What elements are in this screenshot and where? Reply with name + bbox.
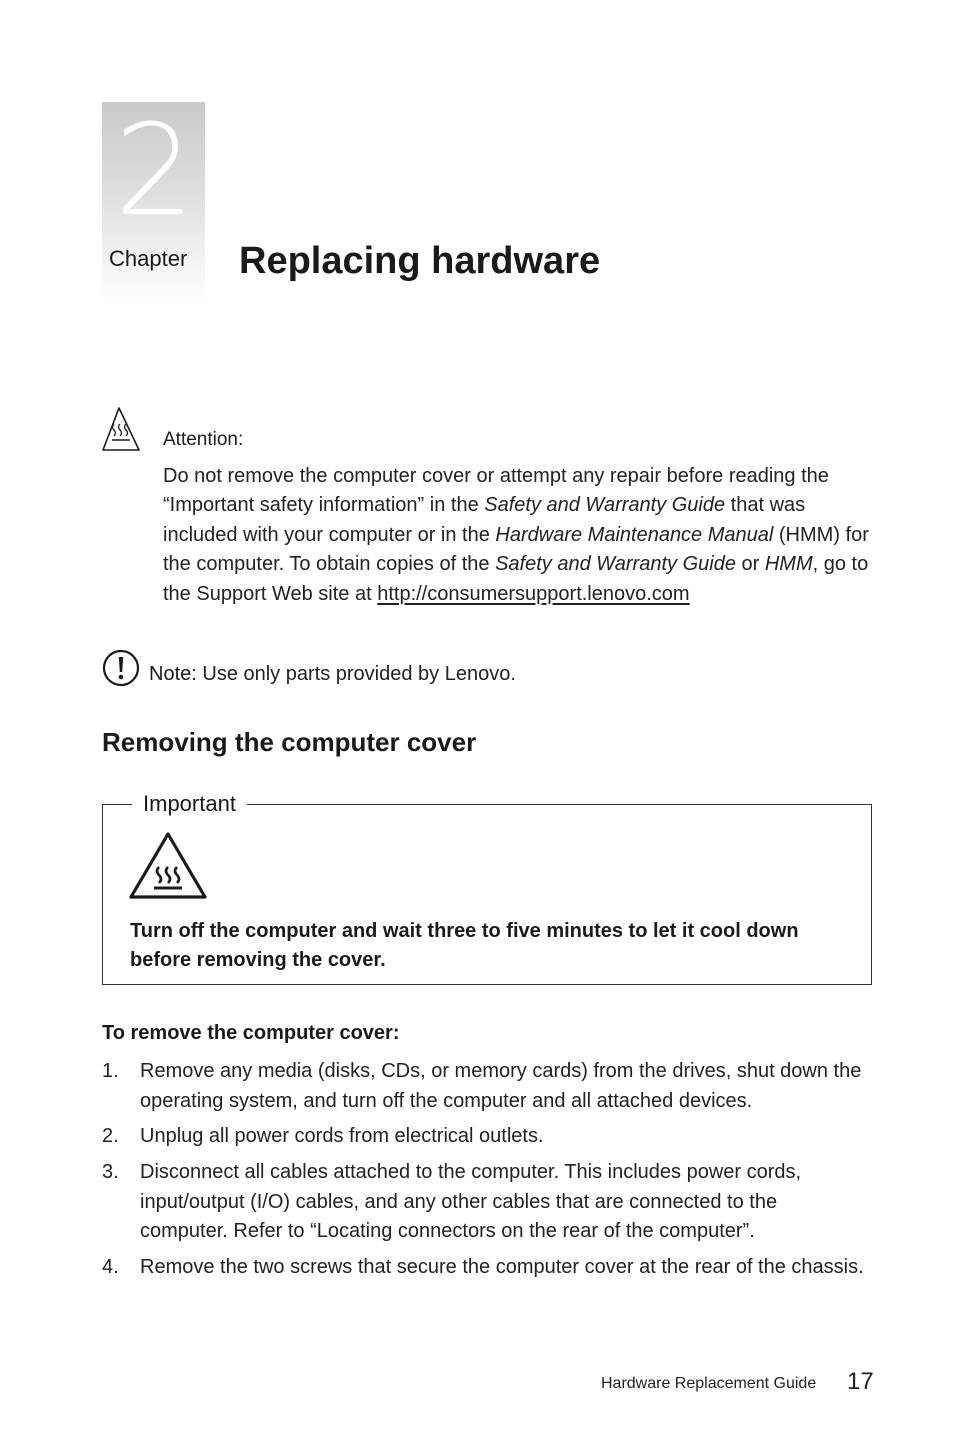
section-title: Removing the computer cover	[102, 727, 477, 757]
step-text: Unplug all power cords from electrical outlets.	[140, 1125, 544, 1147]
safety-guide-title-2: Safety and Warranty Guide	[495, 553, 736, 576]
step-number: 2.	[102, 1125, 119, 1147]
attention-heading: Attention:	[163, 429, 244, 450]
hmm-title: Hardware Maintenance Manual	[495, 523, 774, 546]
chapter-label: Chapter	[109, 246, 188, 271]
attention-text-2: that was included with your computer or in the	[163, 494, 806, 546]
heat-warning-icon	[101, 406, 141, 452]
note-line	[149, 660, 516, 688]
step-text: Disconnect all cables attached to the computer. This includes power cords, input/output (I/O) cables, and any other cables that are connected to the computer. Refer to “Locating connectors on the rear of the computer”.	[140, 1161, 802, 1242]
attention-body	[163, 462, 883, 609]
attention-text-4: or	[735, 553, 765, 576]
step-number: 3.	[102, 1161, 119, 1183]
attention-text-5: , go to the Support Web site at	[163, 553, 869, 605]
step-number: 4.	[102, 1256, 119, 1278]
exclamation-circle-icon	[102, 649, 140, 687]
support-link[interactable]: http://consumersupport.lenovo.com	[377, 582, 690, 605]
step-number: 1.	[102, 1060, 119, 1082]
safety-guide-title: Safety and Warranty Guide	[484, 494, 726, 517]
hot-surface-warning-icon	[128, 830, 208, 900]
important-legend: Important	[132, 790, 247, 818]
page-number: 17	[847, 1368, 874, 1395]
footer-label: Hardware Replacement Guide	[601, 1375, 817, 1392]
chapter-number: 2	[114, 97, 193, 244]
attention-text-1: Do not remove the computer cover or attempt any repair before reading the “Important safety information” in the	[163, 465, 829, 517]
note-label: Note:	[149, 663, 197, 685]
note-text: Use only parts provided by Lenovo.	[196, 663, 516, 685]
hmm-abbrev: HMM	[764, 553, 813, 576]
step-text: Remove the two screws that secure the computer cover at the rear of the chassis.	[140, 1256, 864, 1278]
page-title: Replacing hardware	[239, 240, 601, 282]
steps-heading: To remove the computer cover:	[102, 1022, 400, 1044]
step-text: Remove any media (disks, CDs, or memory cards) from the drives, shut down the operating system, and turn off the computer and all attached devices.	[140, 1060, 862, 1112]
important-text: Turn off the computer and wait three to five minutes to let it cool down before removing the cover.	[130, 920, 799, 971]
attention-text-3: (HMM) for the computer. To obtain copies of the	[163, 523, 869, 576]
